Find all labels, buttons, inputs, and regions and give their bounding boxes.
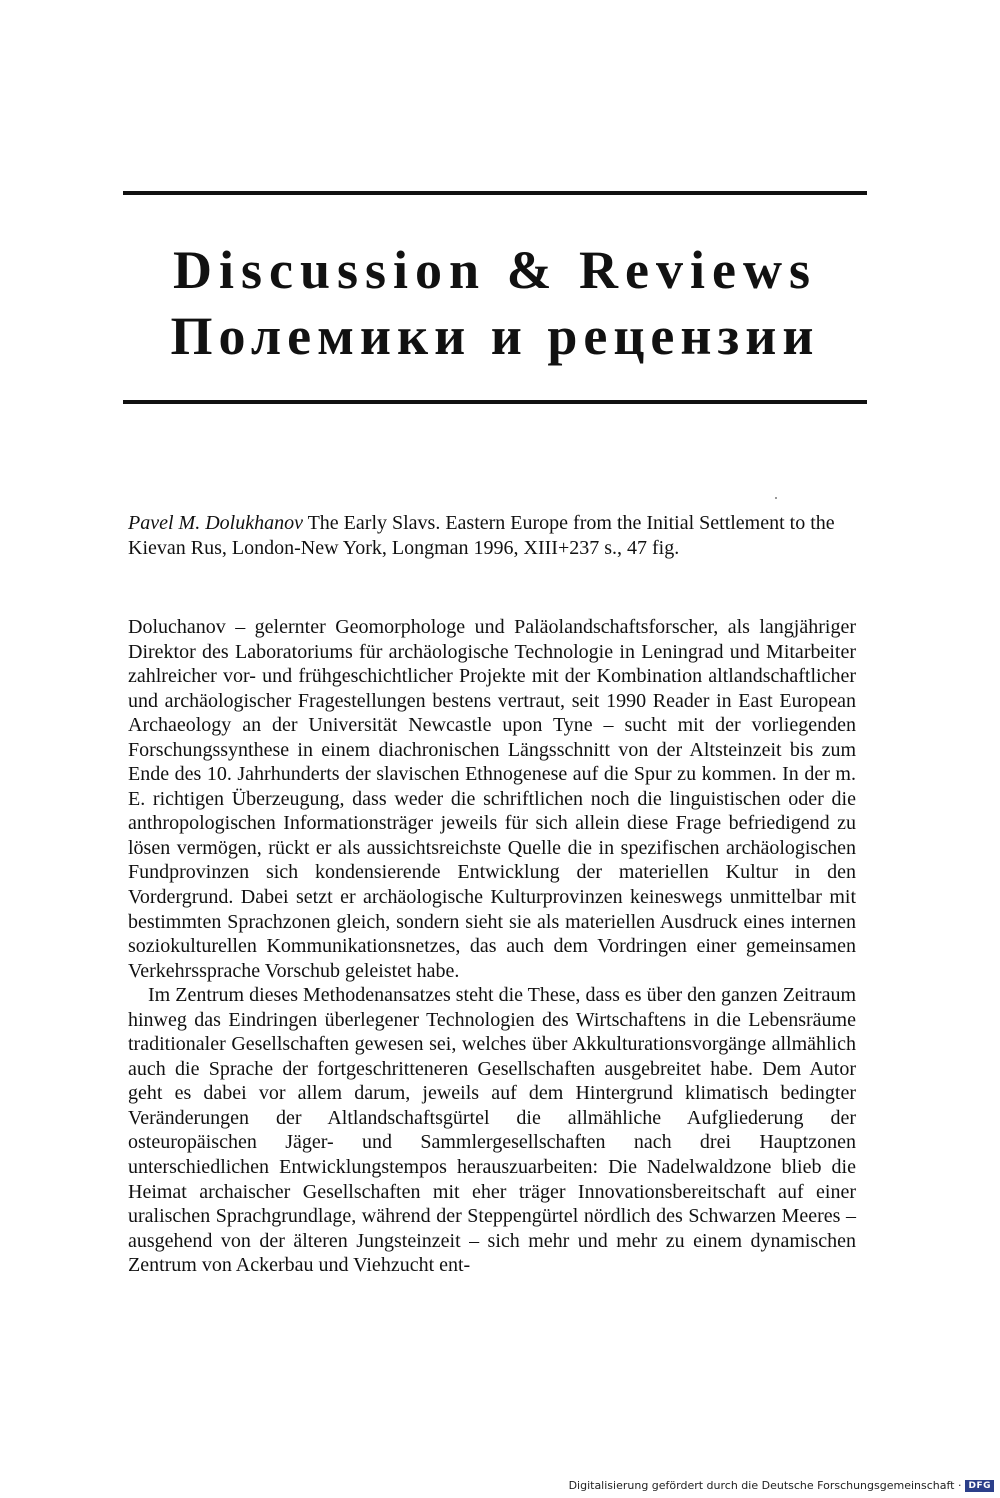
digitization-footer	[569, 1479, 994, 1492]
review-body	[128, 615, 856, 1278]
body-paragraph: Doluchanov – gelernter Geomorphologe und Paläolandschaftsforscher, als langjähriger Direktor des Laboratoriums für archäologische Technologie in Leningrad und Mitarbeiter zahlreicher vor- und frühgeschichtlicher Projekte mit der Kombination altlandschaftlicher und archäologischer Fragestellungen bestens vertraut, seit 1990 Reader in East European Archaeology an der Universität Newcastle upon Tyne – sucht mit der vorliegenden Forschungssynthese in einem diachronischen Längsschnitt von der Altsteinzeit bis zum Ende des 10. Jahrhunderts der slavischen Ethnogenese auf die Spur zu kommen. In der m. E. richtigen Überzeugung, dass weder die schriftlichen noch die linguistischen oder die anthropologischen Informationsträger jeweils für sich allein diese Frage befriedigend zu lösen vermögen, rückt er als aussichtsreichste Quelle die in spezifischen archäologischen Fundprovinzen sich kondensierende Entwicklung der materiellen Kultur in den Vordergrund. Dabei setzt er archäologische Kulturprovinzen keineswegs unmittelbar mit bestimmten Sprachzonen gleich, sondern sieht sie als materiellen Ausdruck eines internen soziokulturellen Kommunikationsnetzes, das auch dem Vordringen einer gemeinsamen Verkehrssprache Vorschub geleistet habe.	[128, 616, 856, 982]
citation-author: Pavel M. Dolukhanov	[128, 512, 303, 534]
bottom-rule	[123, 400, 867, 404]
dfg-logo-icon[interactable]: DFG	[965, 1480, 994, 1492]
section-title-russian: Полемики и рецензии	[170, 306, 820, 366]
footer-text: Digitalisierung gefördert durch die Deutsche Forschungsgemeinschaft ·	[568, 1479, 962, 1492]
scan-speck	[775, 497, 777, 499]
review-citation	[128, 511, 868, 561]
section-title-english: Discussion & Reviews	[172, 240, 817, 300]
body-paragraph: Im Zentrum dieses Methodenansatzes steht die These, dass es über den ganzen Zeitraum hinweg das Eindringen überlegener Technologien des Wirtschaftens in die Lebensräume traditionaler Gesellschaften gewesen sei, welches über Akkulturationsvorgänge allmählich auch die Sprache der fortgeschritteneren Gesellschaften ausgebreitet habe. Dem Autor geht es dabei vor allem darum, jeweils auf dem Hintergrund klimatisch bedingter Veränderungen der Altlandschaftsgürtel die allmähliche Aufgliederung der osteuropäischen Jäger- und Sammlergesellschaften nach drei Hauptzonen unterschiedlichen Entwicklungstempos herauszuarbeiten: Die Nadelwaldzone blieb die Heimat archaischer Gesellschaften mit eher träger Innovationsbereitschaft auf einer uralischen Sprachgrundlage, während der Steppengürtel nördlich des Schwarzen Meeres – ausgehend von der älteren Jungsteinzeit – sich mehr und mehr zu einem dynamischen Zentrum von Ackerbau und Viehzucht ent-	[128, 984, 856, 1277]
top-rule	[123, 191, 867, 195]
citation-text: The Early Slavs. Eastern Europe from the Initial Settlement to the Kievan Rus, London-New York, Longman 1996, XIII+237 s., 47 fig.	[128, 512, 835, 559]
